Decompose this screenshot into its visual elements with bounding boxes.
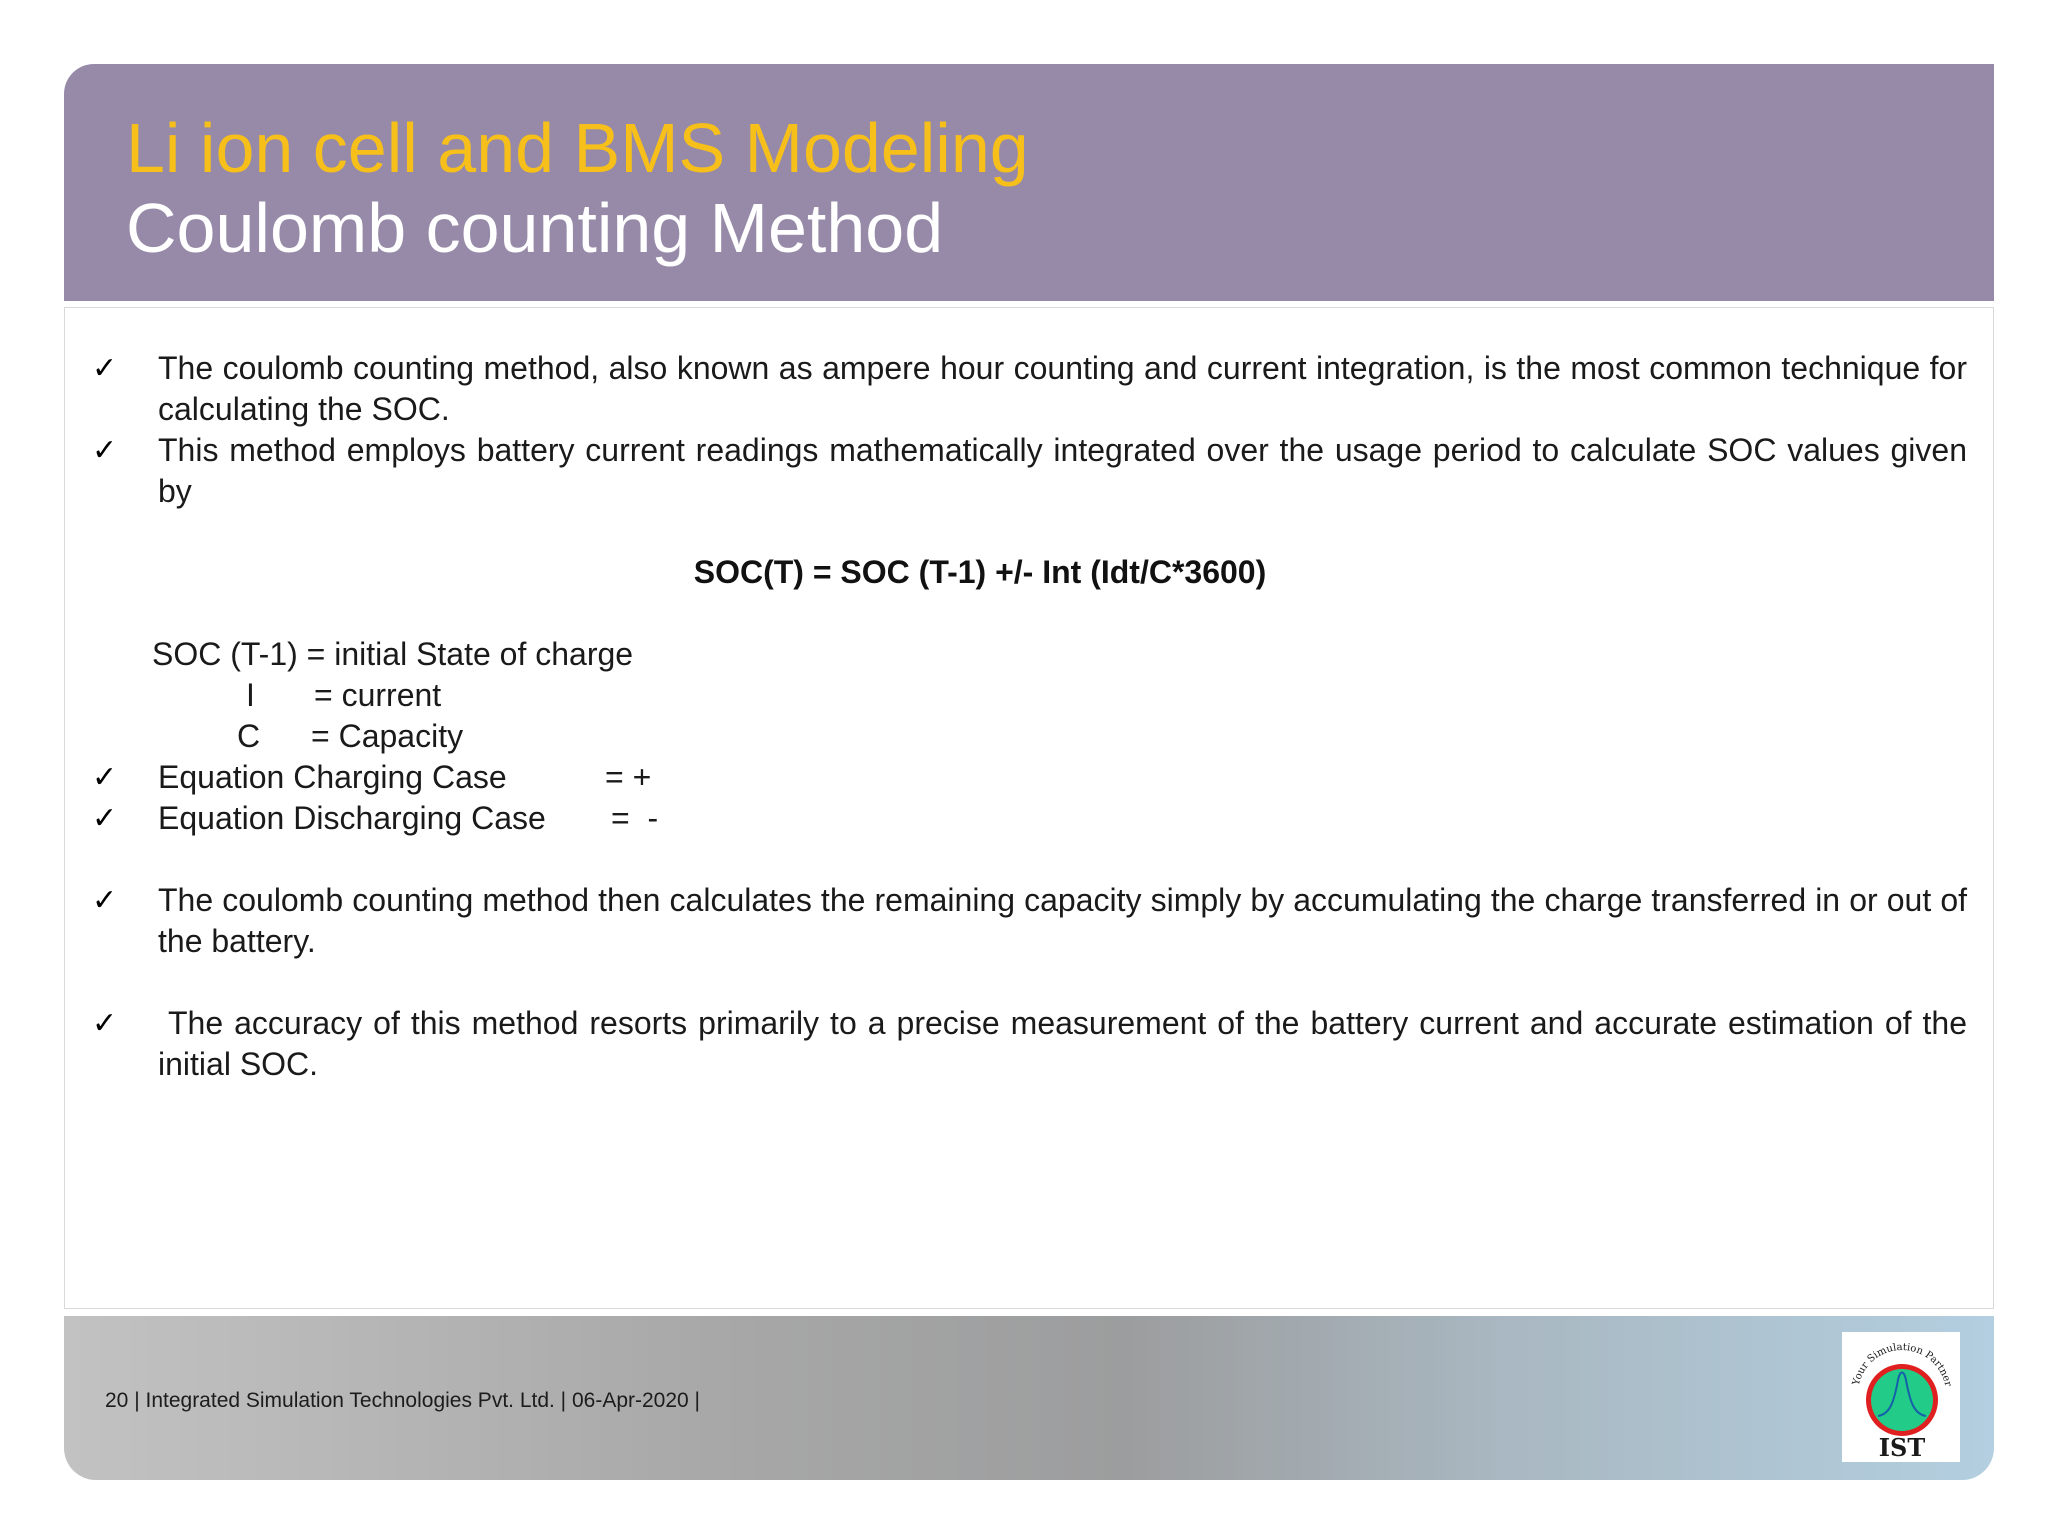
bullet-item-3 xyxy=(92,757,1967,798)
check-icon: ✓ xyxy=(92,801,118,836)
soc-equation: SOC(T) = SOC (T-1) +/- Int (Idt/C*3600) xyxy=(693,554,1267,590)
slide-subtitle: Coulomb counting Method xyxy=(126,189,944,267)
footer-text: 20 | Integrated Simulation Technologies Pvt. Ltd. | 06-Apr-2020 | xyxy=(105,1389,701,1412)
logo-graphic xyxy=(1842,1332,1960,1462)
check-icon: ✓ xyxy=(92,760,118,795)
check-icon: ✓ xyxy=(92,883,118,918)
check-icon: ✓ xyxy=(92,351,118,386)
bullet-item-6 xyxy=(92,1003,1967,1085)
logo-name: IST xyxy=(1878,1433,1926,1462)
bullet-item-2 xyxy=(92,430,1967,512)
ist-logo-icon xyxy=(1842,1332,1960,1462)
definition-c-symbol: C xyxy=(237,718,261,754)
bullet-item-1 xyxy=(92,348,1967,430)
bullet-text-1: The coulomb counting method, also known as ampere hour counting and current integration, is the most common technique for calculating the SOC. xyxy=(158,350,1967,427)
definition-c-text: = Capacity xyxy=(311,718,464,754)
bullet-text-2: This method employs battery current readings mathematically integrated over the usage period to calculate SOC values given by xyxy=(158,432,1967,509)
slide-footer xyxy=(64,1316,1994,1480)
bullet-item-5 xyxy=(92,880,1967,962)
definition-i-text: = current xyxy=(314,677,442,713)
slide-header xyxy=(64,64,1994,301)
bullet-text-6: The accuracy of this method resorts primarily to a precise measurement of the battery current and accurate estimation of the initial SOC. xyxy=(158,1005,1967,1082)
bullet-item-4 xyxy=(92,798,1967,839)
logo-tagline: Your Simulation Partner xyxy=(1850,1341,1954,1388)
check-icon: ✓ xyxy=(92,1006,118,1041)
check-icon: ✓ xyxy=(92,433,118,468)
bullet-text-5: The coulomb counting method then calculates the remaining capacity simply by accumulating the charge transferred in or out of the battery. xyxy=(158,882,1967,959)
definition-i-symbol: I xyxy=(246,677,255,713)
discharging-sign: = - xyxy=(611,800,659,836)
charging-sign: = + xyxy=(605,759,652,795)
bullet-text-3: Equation Charging Case xyxy=(158,759,507,795)
bullet-text-4: Equation Discharging Case xyxy=(158,800,546,836)
definition-soc: SOC (T-1) = initial State of charge xyxy=(152,636,634,672)
slide-title: Li ion cell and BMS Modeling xyxy=(126,109,1029,187)
